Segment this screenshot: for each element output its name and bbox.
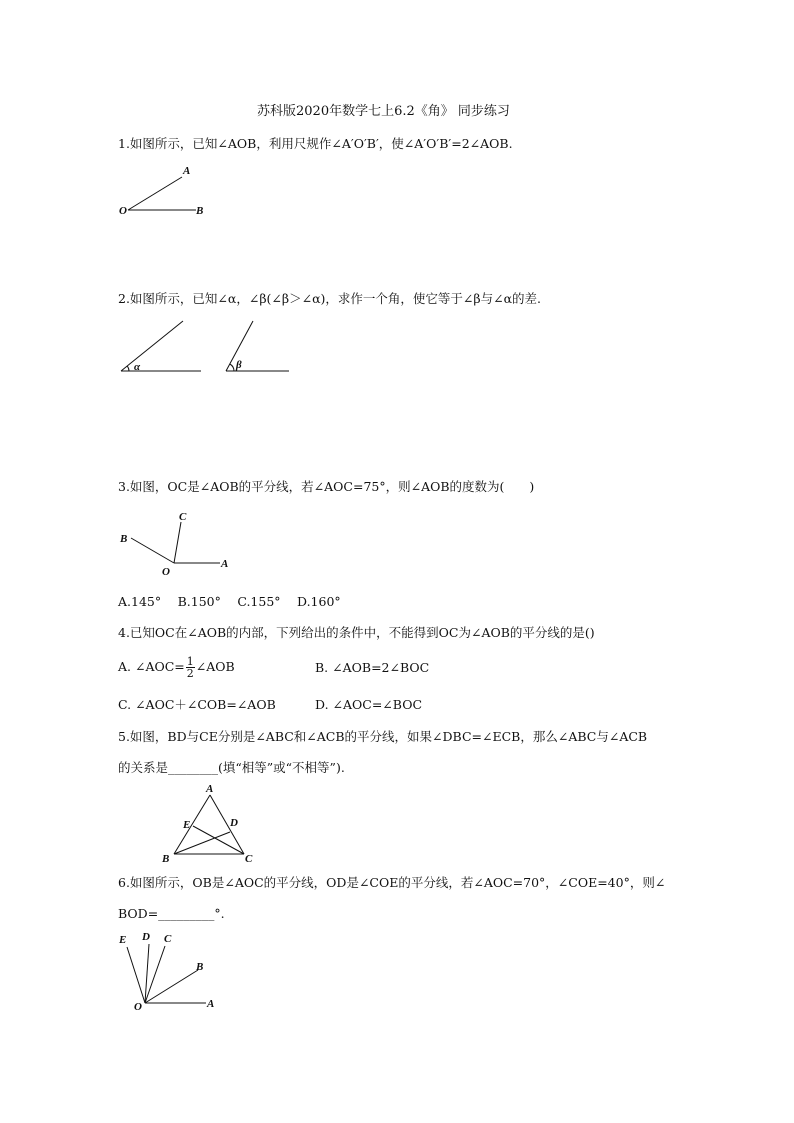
label-e: E bbox=[119, 934, 127, 946]
option-a-prefix: A. ∠AOC= bbox=[118, 659, 185, 674]
label-a: A bbox=[183, 165, 191, 177]
label-o: O bbox=[119, 205, 127, 217]
label-a: A bbox=[207, 998, 215, 1010]
label-a: A bbox=[206, 783, 214, 795]
question-4-option-a bbox=[118, 655, 235, 679]
bisector-bd bbox=[174, 832, 230, 854]
figure-q5-triangle bbox=[155, 780, 265, 868]
figure-q6-rays bbox=[110, 925, 235, 1015]
label-a: A bbox=[221, 558, 229, 570]
ray-oe bbox=[127, 947, 145, 1003]
arc-beta bbox=[230, 364, 234, 371]
ray-ob bbox=[131, 538, 174, 563]
question-3-text: 3.如图，OC是∠AOB的平分线，若∠AOC=75°，则∠AOB的度数为( ) bbox=[118, 479, 535, 494]
ray-alpha-upper bbox=[121, 321, 183, 371]
label-b: B bbox=[196, 205, 204, 217]
figure-q1-angle-aob bbox=[110, 160, 220, 225]
question-2-text: 2.如图所示，已知∠α，∠β(∠β＞∠α)，求作一个角，使它等于∠β与∠α的差. bbox=[118, 291, 541, 306]
label-o: O bbox=[134, 1001, 142, 1013]
label-o: O bbox=[162, 566, 170, 578]
question-4-option-d: D. ∠AOC=∠BOC bbox=[315, 697, 423, 712]
arc-alpha bbox=[127, 366, 129, 371]
label-alpha: α bbox=[134, 361, 141, 373]
label-c: C bbox=[245, 853, 253, 865]
fraction-one-half bbox=[186, 656, 195, 679]
question-4-option-b: B. ∠AOB=2∠BOC bbox=[315, 660, 430, 675]
label-beta: β bbox=[236, 359, 242, 371]
label-b: B bbox=[120, 533, 128, 545]
label-d: D bbox=[142, 931, 150, 943]
label-b: B bbox=[162, 853, 170, 865]
figure-q2-angle-beta bbox=[220, 315, 295, 380]
question-5-text-line1: 5.如图，BD与CE分别是∠ABC和∠ACB的平分线，如果∠DBC=∠ECB，那么∠ABC与∠ACB bbox=[118, 729, 648, 744]
label-c: C bbox=[179, 511, 187, 523]
label-d: D bbox=[230, 817, 238, 829]
question-1-text: 1.如图所示，已知∠AOB，利用尺规作∠A′O′B′，使∠A′O′B′=2∠AOB. bbox=[118, 136, 513, 151]
figure-q3-bisector bbox=[115, 505, 240, 580]
ray-oa bbox=[128, 177, 182, 210]
label-b: B bbox=[196, 961, 204, 973]
ray-ob bbox=[145, 970, 198, 1003]
question-4-text: 4.已知OC在∠AOB的内部，下列给出的条件中，不能得到OC为∠AOB的平分线的是() bbox=[118, 625, 595, 640]
fraction-numerator: 1 bbox=[186, 655, 194, 668]
question-6-text-line1: 6.如图所示，OB是∠AOC的平分线，OD是∠COE的平分线，若∠AOC=70°，∠COE=40°，则∠ bbox=[118, 875, 666, 890]
side-ab bbox=[174, 795, 210, 854]
fraction-denominator: 2 bbox=[186, 667, 194, 680]
option-a-suffix: ∠AOB bbox=[195, 659, 235, 674]
question-4-option-c: C. ∠AOC＋∠COB=∠AOB bbox=[118, 697, 276, 712]
question-6-text-line2: BOD=_________°. bbox=[118, 906, 225, 921]
question-3-options: A.145° B.150° C.155° D.160° bbox=[118, 594, 341, 609]
figure-q2-angle-alpha bbox=[115, 315, 210, 380]
page-title: 苏科版2020年数学七上6.2《角》 同步练习 bbox=[257, 104, 510, 119]
ray-oc bbox=[174, 522, 181, 563]
label-e: E bbox=[183, 819, 191, 831]
label-c: C bbox=[164, 933, 172, 945]
question-5-text-line2: 的关系是________(填“相等”或“不相等”). bbox=[118, 760, 345, 775]
